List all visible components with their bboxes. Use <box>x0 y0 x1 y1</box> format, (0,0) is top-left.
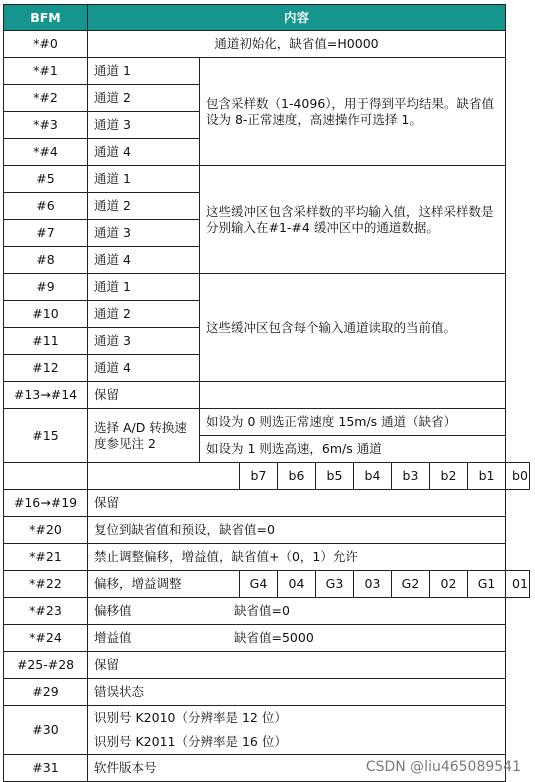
bfm-cell: *#21 <box>4 544 88 571</box>
bit-label: b4 <box>354 463 392 490</box>
bit-label: b7 <box>240 463 278 490</box>
content-cell <box>88 706 506 755</box>
bfm-cell: *#24 <box>4 625 88 652</box>
offset-default: 缺省值=0 <box>234 603 290 618</box>
table-row <box>4 544 530 571</box>
content-cell <box>88 598 506 625</box>
table-row <box>4 409 530 436</box>
bfm-cell: *#22 <box>4 571 88 598</box>
group3-description: 这些缓冲区包含每个输入通道读取的当前值。 <box>200 274 506 382</box>
channel-cell: 通道 1 <box>88 58 200 85</box>
channel-cell: 通道 2 <box>88 85 200 112</box>
table-row <box>4 517 530 544</box>
content-cell: 保留 <box>88 652 506 679</box>
gain-offset-cell: 03 <box>354 571 392 598</box>
gain-offset-cell: G2 <box>392 571 430 598</box>
bfm-cell: *#20 <box>4 517 88 544</box>
group1-description: 包含采样数（1-4096），用于得到平均结果。缺省值设为 8-正常速度，高速操作可选择 1。 <box>200 58 506 166</box>
bit-label: b2 <box>430 463 468 490</box>
channel-cell: 通道 4 <box>88 355 200 382</box>
bfm-cell: #11 <box>4 328 88 355</box>
table-row <box>4 571 530 598</box>
bfm-cell: #25-#28 <box>4 652 88 679</box>
bfm-cell: #30 <box>4 706 88 755</box>
bfm-cell: #9 <box>4 274 88 301</box>
bit-label: b3 <box>392 463 430 490</box>
gain-offset-cell: 04 <box>278 571 316 598</box>
bfm-cell: #12 <box>4 355 88 382</box>
bfm-cell: #8 <box>4 247 88 274</box>
bfm-cell: #5 <box>4 166 88 193</box>
bfm-cell: *#2 <box>4 85 88 112</box>
bfm-cell: #13→#14 <box>4 382 88 409</box>
channel-cell: 通道 1 <box>88 166 200 193</box>
group2-description: 这些缓冲区包含采样数的平均输入值，这样采样数是分别输入在#1-#4 缓冲区中的通道数据。 <box>200 166 506 274</box>
table-row <box>4 382 530 409</box>
content-cell: 错误状态 <box>88 679 506 706</box>
offset-label: 偏移值 <box>94 603 132 618</box>
channel-cell: 通道 3 <box>88 220 200 247</box>
bfm-cell: #16→#19 <box>4 490 88 517</box>
table-row <box>4 679 530 706</box>
channel-cell: 通道 2 <box>88 301 200 328</box>
bit-label: b1 <box>468 463 506 490</box>
content-cell: 复位到缺省值和预设，缺省值=0 <box>88 517 506 544</box>
channel-cell: 通道 4 <box>88 247 200 274</box>
channel-cell: 通道 3 <box>88 328 200 355</box>
watermark: CSDN @liu465089541 <box>365 759 521 775</box>
header-row <box>4 5 530 31</box>
id-line-2: 识别号 K2011（分辨率是 16 位） <box>94 734 287 749</box>
id-line-1: 识别号 K2010（分辨率是 12 位） <box>94 710 287 725</box>
table-row <box>4 31 530 58</box>
bfm-cell: #31 <box>4 755 88 782</box>
bfm-cell: #15 <box>4 409 88 463</box>
bfm-cell: *#1 <box>4 58 88 85</box>
table-row <box>4 166 530 193</box>
content-cell: 保留 <box>88 490 506 517</box>
table-row <box>4 598 530 625</box>
gain-label: 增益值 <box>94 630 132 645</box>
table-row <box>4 58 530 85</box>
channel-cell: 通道 1 <box>88 274 200 301</box>
content-cell: 保留 <box>88 382 200 409</box>
empty-cell <box>200 382 506 409</box>
table-row <box>4 274 530 301</box>
gain-offset-cell: 01 <box>506 571 530 598</box>
gain-offset-cell: G3 <box>316 571 354 598</box>
bfm-cell: #7 <box>4 220 88 247</box>
bfm-cell: #29 <box>4 679 88 706</box>
bfm-cell: #6 <box>4 193 88 220</box>
bfm-cell: *#3 <box>4 112 88 139</box>
header-content: 内容 <box>88 5 506 31</box>
table-row <box>4 706 530 755</box>
bfm-cell: #10 <box>4 301 88 328</box>
table-row <box>4 490 530 517</box>
gain-default: 缺省值=5000 <box>234 630 314 645</box>
gain-offset-cell: 02 <box>430 571 468 598</box>
content-cell: 偏移，增益调整 <box>88 571 240 598</box>
table-row <box>4 625 530 652</box>
bfm-cell: *#23 <box>4 598 88 625</box>
bit-label: b5 <box>316 463 354 490</box>
speed-option-1: 如设为 1 则选高速，6m/s 通道 <box>200 436 506 463</box>
bit-label: b6 <box>278 463 316 490</box>
speed-select-label: 选择 A/D 转换速度参见注 2 <box>88 409 200 463</box>
empty-cell <box>88 463 240 490</box>
bit-header-row <box>4 463 530 490</box>
content-cell: 软件版本号 <box>88 755 506 782</box>
bfm-cell: *#0 <box>4 31 88 58</box>
gain-offset-cell: G4 <box>240 571 278 598</box>
content-cell: 通道初始化，缺省值=H0000 <box>88 31 506 58</box>
gain-offset-cell: G1 <box>468 571 506 598</box>
channel-cell: 通道 2 <box>88 193 200 220</box>
channel-cell: 通道 4 <box>88 139 200 166</box>
bit-label: b0 <box>506 463 530 490</box>
bfm-cell: *#4 <box>4 139 88 166</box>
channel-cell: 通道 3 <box>88 112 200 139</box>
content-cell <box>88 625 506 652</box>
content-cell: 禁止调整偏移，增益值，缺省值+（0，1）允许 <box>88 544 506 571</box>
speed-option-0: 如设为 0 则选正常速度 15m/s 通道（缺省） <box>200 409 506 436</box>
empty-cell <box>4 463 88 490</box>
table-row <box>4 652 530 679</box>
header-bfm: BFM <box>4 5 88 31</box>
bfm-table <box>3 4 530 782</box>
